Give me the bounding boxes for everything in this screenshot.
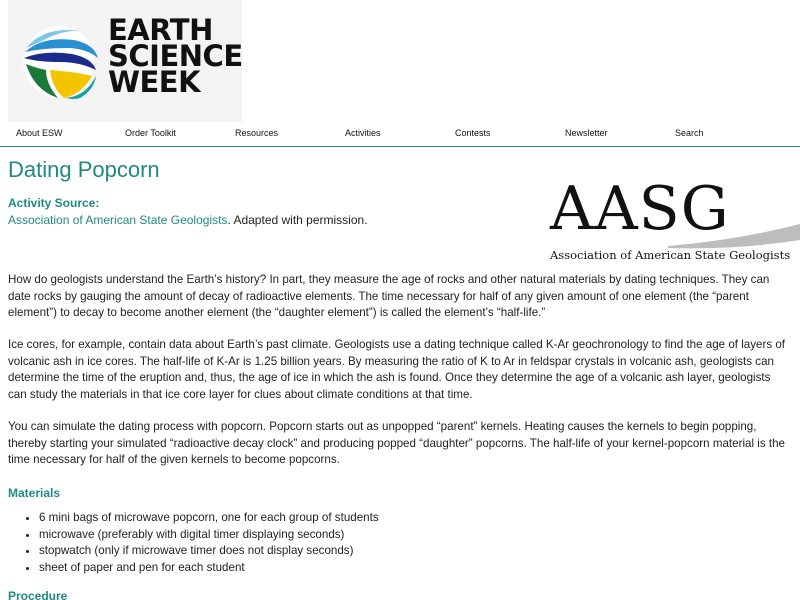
nav-resources[interactable]: Resources bbox=[235, 128, 279, 138]
intro-paragraph: How do geologists understand the Earth’s history? In part, they measure the age of rocks and other natural materials by dating techniques. They can date rocks by gauging the amount of decay of radioactive elements. The time necessary for half of any given amount of one element (the “parent element”) to decay to become another element (the “daughter element”) is called the element’s “half-life.” bbox=[8, 273, 770, 319]
materials-heading: Materials bbox=[8, 486, 61, 500]
page-title: Dating Popcorn bbox=[8, 157, 160, 182]
popcorn-paragraph: You can simulate the dating process with popcorn. Popcorn starts out as unpopped “parent” kernels. Heating causes the kernels to begin popping, thereby starting your simulated “radioactive decay clock” and producing popped “daughter” popcorns. The half-life of your kernel-popcorn material is the time necessary for half of the given kernels to become popcorns. bbox=[8, 420, 785, 466]
list-item: • stopwatch (only if microwave timer does not display seconds) bbox=[39, 543, 379, 560]
aasg-subtitle: Association of American State Geologists bbox=[550, 248, 791, 262]
procedure-heading: Procedure bbox=[8, 589, 68, 600]
source-suffix: . Adapted with permission. bbox=[227, 213, 368, 227]
main-nav bbox=[0, 126, 800, 146]
nav-search[interactable]: Search bbox=[675, 128, 704, 138]
logo-wordmark bbox=[108, 13, 243, 99]
logo-line-week: WEEK bbox=[108, 65, 201, 99]
materials-list bbox=[8, 510, 379, 576]
logo-line-science: SCIENCE bbox=[108, 39, 243, 73]
source-link[interactable]: Association of American State Geologists bbox=[8, 213, 228, 227]
activity-source-label: Activity Source: bbox=[8, 196, 100, 210]
activity-source-line bbox=[8, 213, 368, 227]
earth-science-week-logo[interactable] bbox=[8, 0, 242, 122]
nav-order-toolkit[interactable]: Order Toolkit bbox=[125, 128, 176, 138]
aasg-logo[interactable] bbox=[548, 174, 800, 268]
list-item: • sheet of paper and pen for each student bbox=[39, 560, 379, 577]
nav-contests[interactable]: Contests bbox=[455, 128, 491, 138]
aasg-letters: AASG bbox=[550, 174, 730, 244]
nav-about-esw[interactable]: About ESW bbox=[16, 128, 63, 138]
logo-line-earth: EARTH bbox=[108, 13, 213, 47]
ice-core-paragraph: Ice cores, for example, contain data about Earth’s past climate. Geologists use a dating technique called K-Ar geochronology to find the age of layers of volcanic ash in ice cores. The half-life of K-Ar is 1.25 billion years. By measuring the ratio of K to Ar in feldspar crystals in volcanic ash, geologists can determine the time of the eruption and, thus, the age of ice in which the ash is found. Once they determine the age of a volcanic ash layer, geologists can study the materials in that ice core layer for clues about climate conditions at that time. bbox=[8, 338, 786, 401]
list-item: • 6 mini bags of microwave popcorn, one for each group of students bbox=[39, 510, 379, 527]
nav-divider bbox=[0, 146, 800, 147]
globe-swirl-icon bbox=[16, 18, 102, 104]
nav-activities[interactable]: Activities bbox=[345, 128, 381, 138]
list-item: • microwave (preferably with digital timer displaying seconds) bbox=[39, 527, 379, 544]
nav-newsletter[interactable]: Newsletter bbox=[565, 128, 608, 138]
